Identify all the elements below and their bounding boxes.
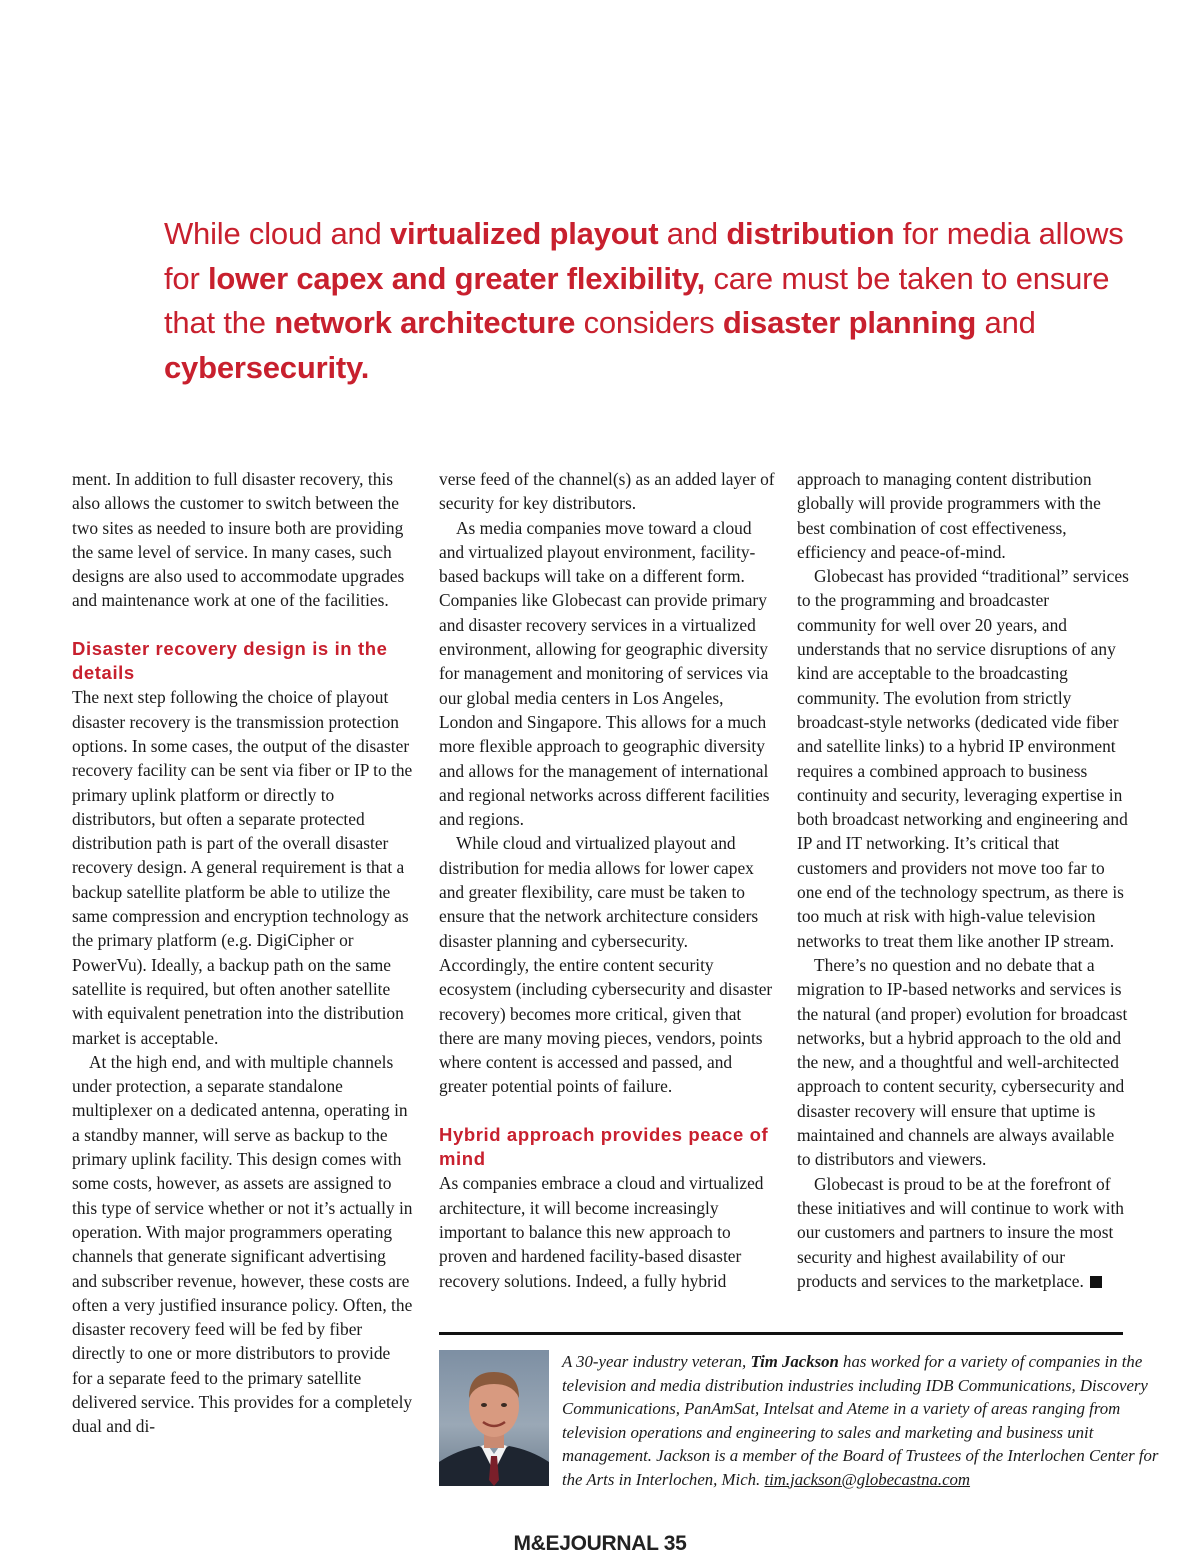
pull-quote-text: for media allows for [164,216,1124,296]
pull-quote [164,212,1124,390]
article-column-2 [439,467,775,1293]
paragraph-final [797,1172,1129,1293]
section-heading-hybrid-approach: Hybrid approach provides peace of mind [439,1123,769,1170]
paragraph: Globecast has provided “traditional” services to the programming and broadcaster community for well over 20 years, and understands that no service disruptions of any kind are acceptable to the broadcasting community. The evolution from strictly broadcast-style networks (dedicated vide fiber and satellite links) to a hybrid IP environment requires a combined approach to business continuity and security, leveraging expertise in both broadcast networking and engineering and IP and IT networking. It’s critical that customers and providers not move too far to one end of the technology spectrum, as there is too much at risk with high-value television networks to treat them like another IP stream. [797,566,1129,951]
paragraph: ment. In addition to full disaster recovery, this also allows the customer to switch between the two sites as needed to insure both are providing the same level of service. In many cases, such designs are also used to accommodate upgrades and maintenance work at one of the facilities. [72,469,405,611]
paragraph: While cloud and virtualized playout and distribution for media allows for lower capex and greater flexibility, care must be taken to ensure that the network architecture considers disaster planning and cybersecurity. Accordingly, the entire content security ecosystem (including cybersecurity and disaster recovery) becomes more critical, given that there are many moving pieces, vendors, points where content is accessed and passed, and greater potential points of failure. [439,833,773,1097]
page-number: 35 [663,1532,687,1555]
bio-text: A 30-year industry veteran, [562,1352,751,1371]
paragraph: The next step following the choice of playout disaster recovery is the transmission protection options. In some cases, the output of the disaster recovery facility can be sent via fiber or IP to the primary uplink platform or directly to distributors, but often a separate protected distribution path is part of the overall disaster recovery design. A general requirement is that a backup satellite platform be able to utilize the same compression and encryption technology as the primary platform (e.g. DigiCipher or PowerVu). Ideally, a backup path on the same satellite is required, but often another satellite with equivalent penetration into the distribution market is acceptable. [72,687,413,1048]
end-of-article-mark [1090,1276,1102,1288]
pull-quote-emphasis: lower capex and greater flexibility, [208,260,706,296]
paragraph: There’s no question and no debate that a migration to IP-based networks and services is the natural (and proper) evolution for broadcast networks, but a hybrid approach to the old and the new, and a thoughtful and well-architected approach to content security, cybersecurity and disaster recovery will ensure that uptime is maintained and channels are always available to distributors and viewers. [797,954,1128,1170]
author-portrait-illustration [439,1350,549,1486]
pull-quote-emphasis: cybersecurity. [164,349,370,385]
pull-quote-text: care must be taken to ensure that the [164,260,1110,340]
pull-quote-text: and [976,305,1036,340]
pull-quote-emphasis: distribution [726,216,895,251]
paragraph-text: Globecast is proud to be at the forefront of these initiatives and will continue to work with our customers and partners to insure the most security and highest availability of our products and services to the marketplace. [797,1173,1124,1291]
bio-text: has worked for a variety of companies in the television and media distribution industries including IDB Communications, Discovery Communications, PanAmSat, Intelsat and Ateme in a variety of areas ranging from television operations and engineering to sales and marketing and business unit management. Jackson is a member of the Board of Trustees of the Interlochen Center for the Arts in Interlochen, Mich. [562,1352,1159,1489]
pull-quote-emphasis: virtualized playout [390,216,659,251]
pull-quote-text: considers [575,305,723,340]
paragraph: As media companies move toward a cloud and virtualized playout environment, facility-based backups will take on a different form. Companies like Globecast can provide primary and disaster recovery services in a virtualized environment, allowing for geographic diversity for management and monitoring of services via our global media centers in Los Angeles, London and Singapore. This allows for a much more flexible approach to geographic diversity and allows for the management of international and regional networks across different facilities and regions. [439,517,770,830]
section-heading-disaster-recovery: Disaster recovery design is in the details [72,637,388,684]
paragraph: verse feed of the channel(s) as an added layer of security for key distributors. [439,469,775,514]
author-photo [439,1350,549,1486]
paragraph: approach to managing content distribution globally will provide programmers with the best combination of cost effectiveness, efficiency and peace-of-mind. [797,469,1101,562]
article-column-1 [72,467,414,1439]
page-footer [0,1532,1200,1556]
bio-divider [439,1332,1123,1335]
pull-quote-emphasis: disaster planning [722,305,977,340]
author-bio [562,1350,1162,1491]
author-name: Tim Jackson [750,1352,839,1371]
paragraph: At the high end, and with multiple channels under protection, a separate standalone multiplexer on a dedicated antenna, operating in a standby manner, will serve as backup to the primary uplink facility. This design comes with some costs, however, as assets are assigned to this type of service whether or not it’s actually in operation. With major programmers operating channels that generate significant advertising and subscriber revenue, however, these costs are often a very justified insurance policy. Often, the disaster recovery feed will be fed by fiber directly to one or more distributors to provide for a separate feed to the primary satellite delivered service. This provides for a completely dual and di- [72,1051,413,1437]
publication-name: M&EJOURNAL [513,1532,659,1555]
author-email-link[interactable]: tim.jackson@globecastna.com [764,1469,971,1489]
pull-quote-text: While cloud and [164,216,390,251]
pull-quote-text: and [658,216,727,251]
article-column-3 [797,467,1129,1293]
pull-quote-emphasis: network architecture [274,305,576,340]
paragraph: As companies embrace a cloud and virtualized architecture, it will become increasingly important to balance this new approach to proven and hardened facility-based disaster recovery solutions. Indeed, a fully hybrid [439,1173,764,1291]
